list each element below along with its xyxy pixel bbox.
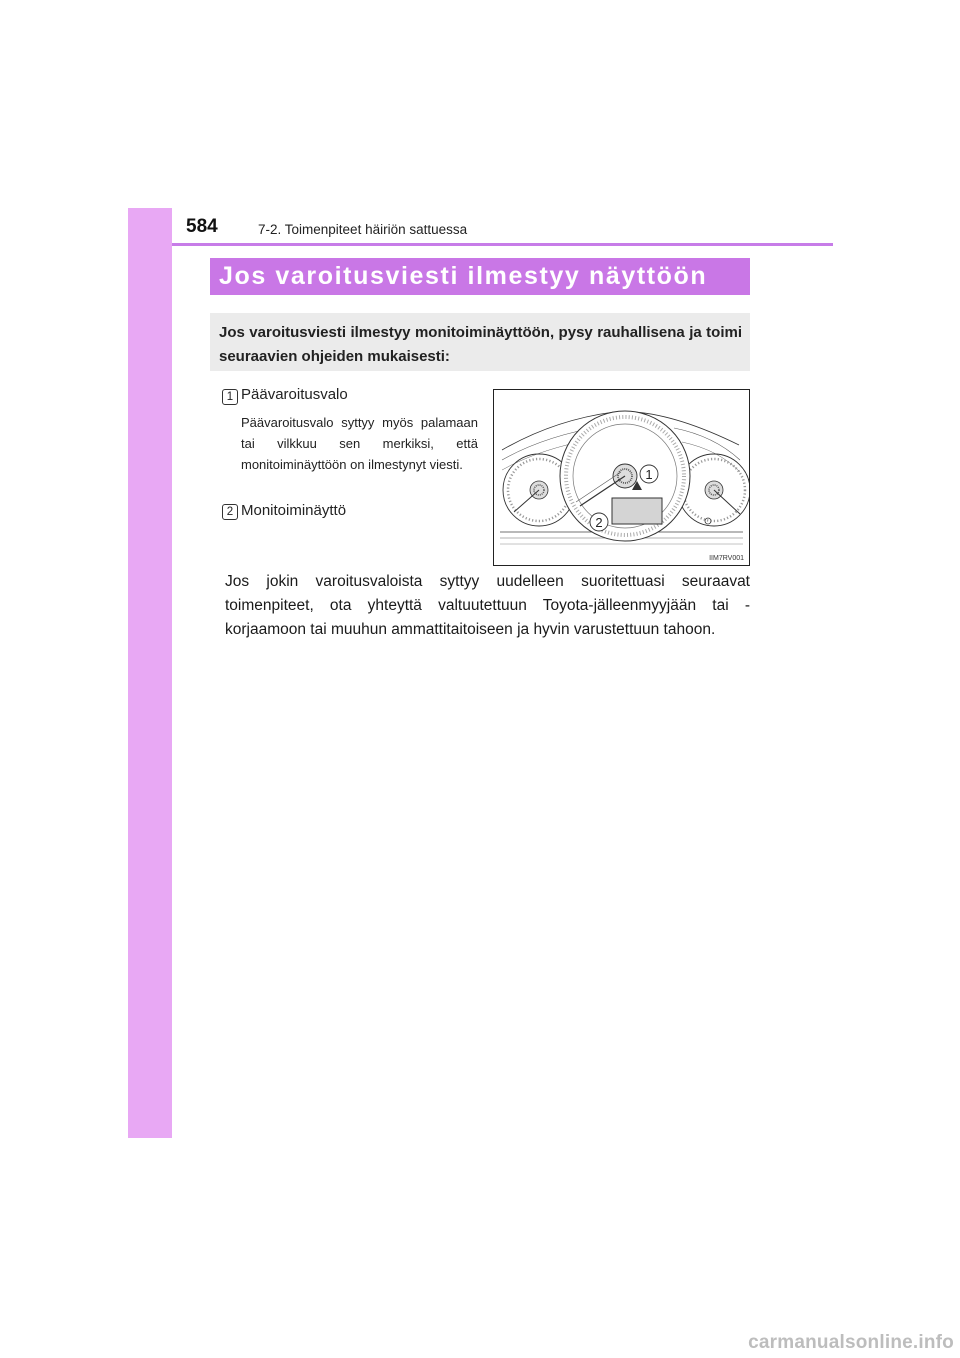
figure-callout-2: 2 — [595, 515, 603, 530]
item-title-multi-display: Monitoiminäyttö — [241, 502, 347, 519]
item-number-badge: 2 — [222, 504, 238, 520]
body-paragraph: Jos jokin varoitusvaloista syttyy uudelleen suoritettuasi seuraavat toimenpiteet, ota yhteyttä valtuutettuun Toyota-jälleenmyyjään tai -korjaamoon tai muuhun ammattitaitoiseen ja hyvin varustettuun tahoon. — [225, 573, 750, 638]
intro-box — [210, 313, 750, 371]
chapter-side-tab — [128, 208, 172, 1138]
item-number-badge: 1 — [222, 389, 238, 405]
instrument-cluster-illustration — [494, 390, 749, 565]
figure-callout-1: 1 — [645, 467, 653, 482]
header-divider — [172, 243, 833, 246]
footer-watermark: carmanualsonline.info — [748, 1332, 954, 1353]
item-title-master-warning: Päävaroitusvalo — [241, 386, 348, 403]
section-header: 7-2. Toimenpiteet häiriön sattuessa — [258, 222, 468, 237]
page-title: Jos varoitusviesti ilmestyy näyttöön — [219, 262, 708, 290]
instrument-cluster-figure — [493, 389, 750, 566]
title-banner — [210, 258, 750, 295]
intro-text: Jos varoitusviesti ilmestyy monitoiminäyttöön, pysy rauhallisena ja toimi seuraavien ohjeiden mukaisesti: — [219, 324, 742, 365]
figure-code: IIM7RV001 — [709, 555, 744, 562]
item-description: Päävaroitusvalo syttyy myös palamaan tai vilkkuu sen merkiksi, että monitoiminäyttöön on ilmestynyt viesti. — [241, 415, 478, 472]
page-number: 584 — [186, 216, 218, 237]
